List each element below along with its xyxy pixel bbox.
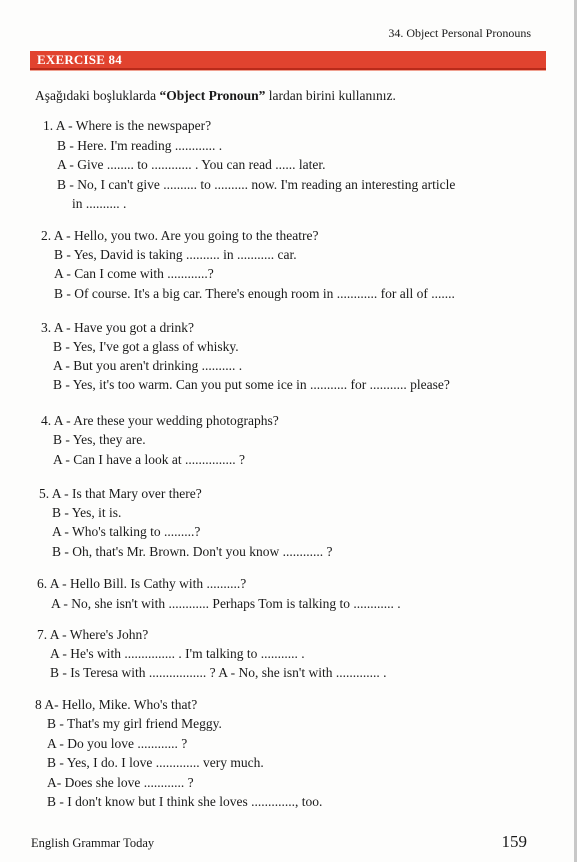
exercise-line: 4. A - Are these your wedding photographs? [41,413,279,428]
book-title: English Grammar Today [31,836,155,850]
exercise-line: B - Of course. It's a big car. There's enough room in ............ for all of ....... [54,286,455,301]
instruction-keyword: “Object Pronoun” [159,88,266,103]
exercise-line: 7. A - Where's John? [37,627,149,642]
exercise-line: 6. A - Hello Bill. Is Cathy with ..........? [37,576,247,591]
exercise-banner [30,51,546,70]
exercise-line: B - That's my girl friend Meggy. [47,716,222,731]
exercise-line: B - Oh, that's Mr. Brown. Don't you know ............ ? [52,544,333,559]
exercise-line: A - Do you love ............ ? [47,736,188,751]
exercise-line: A - He's with ............... . I'm talking to ........... . [50,646,305,661]
page-number: 159 [501,832,527,851]
exercise-label: EXERCISE 84 [37,52,122,67]
exercise-line: A - But you aren't drinking .......... . [53,358,243,373]
exercise-line: A - Can I have a look at ............... ? [53,452,245,467]
instruction-text-before: Aşağıdaki boşluklarda [35,88,160,103]
exercise-line: B - Yes, they are. [53,432,146,447]
exercise-line: B - Yes, I do. I love ............. very much. [47,755,264,770]
exercise-line: B - Yes, it is. [52,505,122,520]
exercise-line: B - No, I can't give .......... to .......... now. I'm reading an interesting article [57,177,456,192]
exercise-line: B - Here. I'm reading ............ . [57,138,223,153]
exercise-line: 1. A - Where is the newspaper? [43,118,212,133]
exercise-line: A - Can I come with ............? [54,266,214,281]
exercise-line: 8 A- Hello, Mike. Who's that? [35,697,198,712]
instruction [35,88,396,104]
exercise-line: 5. A - Is that Mary over there? [39,486,202,501]
chapter-title: 34. Object Personal Pronouns [388,26,531,40]
exercise-line: 3. A - Have you got a drink? [41,320,194,335]
exercise-line: B - I don't know but I think she loves ............., too. [47,794,323,809]
exercise-line: B - Yes, it's too warm. Can you put some ice in ........... for ........... please? [53,377,450,392]
exercise-line: A- Does she love ............ ? [47,775,194,790]
exercise-line: A - Give ........ to ............ . You can read ...... later. [57,157,326,172]
exercise-line: B - Is Teresa with ................. ? A - No, she isn't with ............. . [50,665,387,680]
exercise-line: 2. A - Hello, you two. Are you going to the theatre? [41,228,319,243]
instruction-text-after: lardan birini kullanınız. [265,88,396,103]
exercise-line: A - Who's talking to .........? [52,524,201,539]
exercise-line: B - Yes, David is taking .......... in ........... car. [54,247,297,262]
exercise-line: B - Yes, I've got a glass of whisky. [53,339,239,354]
exercise-line: in .......... . [72,196,127,211]
exercise-line: A - No, she isn't with ............ Perhaps Tom is talking to ............ . [51,596,401,611]
